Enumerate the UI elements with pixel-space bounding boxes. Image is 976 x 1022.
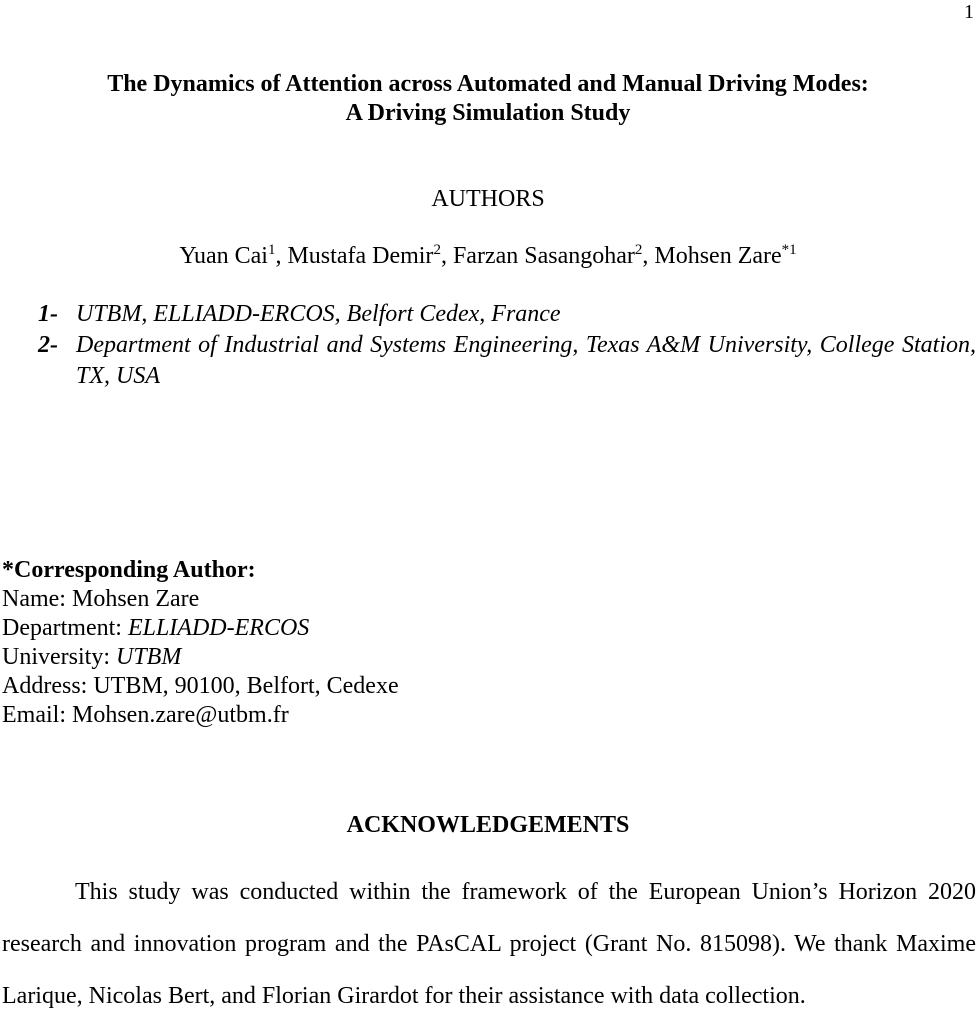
address-value: UTBM, 90100, Belfort, Cedexe [93,673,399,699]
author-name: Mustafa Demir [287,243,434,269]
department-value: ELLIADD-ERCOS [127,615,310,641]
author-separator: , [440,243,453,269]
corresponding-author-heading: *Corresponding Author: [2,557,256,583]
author-name: Mohsen Zare [654,243,782,269]
affiliation-item [38,330,976,392]
paper-title-line-2: A Driving Simulation Study [345,100,631,126]
affiliation-text: Department of Industrial and Systems Engineering, Texas A&M University, College Station, TX, USA [76,332,976,389]
email-label: Email: [2,702,72,728]
corresponding-author-block [2,556,399,730]
author-list [0,242,976,270]
corresponding-university-row [2,643,399,672]
corresponding-email-row [2,701,399,730]
author-name: Yuan Cai [179,243,268,269]
author-affiliation-marker: 2 [634,242,643,258]
corresponding-name-row [2,585,399,614]
paper-title-line-1: The Dynamics of Attention across Automated and Manual Driving Modes: [107,71,869,97]
affiliation-number: 1- [38,301,58,327]
name-label: Name: [2,586,72,612]
name-value: Mohsen Zare [71,586,200,612]
acknowledgements-text: This study was conducted within the framework of the European Union’s Horizon 2020 research and innovation program and the PAsCAL project (Grant No. 815098). We thank Maxime Larique, Nicolas Bert, and Florian Girardot for their assistance with data collection. [2,879,976,1009]
affiliation-number: 2- [38,332,58,358]
acknowledgements-heading: ACKNOWLEDGEMENTS [346,812,630,838]
authors-heading: AUTHORS [431,186,545,212]
author-affiliation-marker: *1 [781,242,797,258]
author-affiliation-marker: 2 [433,242,441,258]
address-label: Address: [2,673,94,699]
university-value: UTBM [116,644,182,670]
affiliation-text: UTBM, ELLIADD-ERCOS, Belfort Cedex, France [76,301,561,327]
affiliation-item [38,299,976,330]
corresponding-address-row [2,672,399,701]
acknowledgements-paragraph [2,866,976,1022]
email-value: Mohsen.zare@utbm.fr [71,702,289,728]
author-affiliation-marker: 1 [267,242,276,258]
author-name: Farzan Sasangohar [452,243,635,269]
page-number: 1 [964,1,974,23]
department-label: Department: [2,615,128,641]
corresponding-department-row [2,614,399,643]
author-separator: , [642,243,655,269]
university-label: University: [2,644,116,670]
author-separator: , [275,243,288,269]
